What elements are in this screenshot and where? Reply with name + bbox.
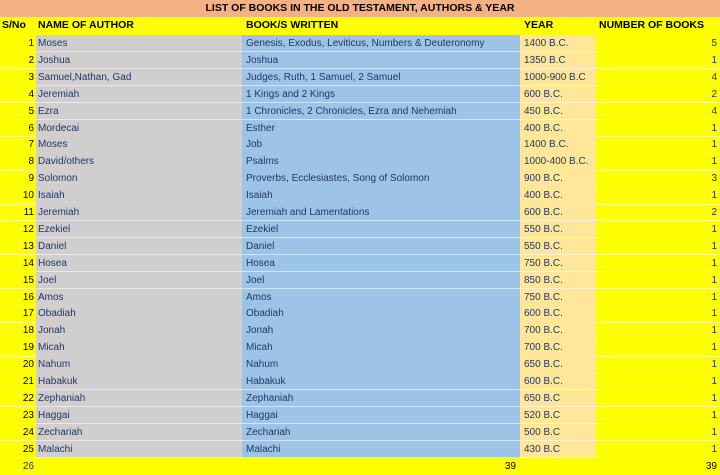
cell-sno: 21 [22, 376, 34, 387]
sheet-title: LIST OF BOOKS IN THE OLD TESTAMENT, AUTHORS & YEAR [0, 0, 720, 17]
table-row [0, 407, 720, 424]
table-row [0, 441, 720, 458]
cell-author: Zephaniah [36, 390, 242, 407]
cell-sno: 3 [28, 71, 34, 83]
cell-author: Obadiah [36, 305, 242, 322]
table-row [0, 272, 720, 289]
cell-author: Joshua [36, 52, 242, 69]
cell-books: Joshua [242, 52, 520, 69]
cell-number: 1 [711, 274, 717, 286]
footer-books-total: 39 [504, 461, 516, 472]
cell-year: 600 B.C. [520, 305, 596, 322]
cell-books: Genesis, Exodus, Leviticus, Numbers & Deuteronomy [242, 35, 520, 52]
table-row [0, 255, 720, 272]
cell-books: Habakuk [242, 373, 520, 390]
cell-sno: 5 [28, 105, 34, 117]
cell-number: 1 [711, 257, 717, 269]
cell-books: Nahum [242, 356, 520, 373]
table-row [0, 187, 720, 204]
cell-author: Jeremiah [36, 204, 242, 221]
cell-number: 1 [711, 122, 717, 134]
cell-sno: 20 [22, 359, 34, 371]
table-row [0, 221, 720, 238]
table-row [0, 120, 720, 137]
cell-number: 2 [711, 88, 717, 100]
cell-sno: 1 [28, 38, 34, 49]
cell-year: 520 B.C [520, 407, 596, 424]
cell-books: Isaiah [242, 187, 520, 204]
cell-number: 1 [711, 240, 717, 252]
cell-number: 1 [711, 359, 717, 371]
table-row [0, 35, 720, 52]
cell-author: Isaiah [36, 187, 242, 204]
cell-books: Ezekiel [242, 221, 520, 238]
cell-sno: 25 [22, 443, 34, 455]
cell-sno: 13 [22, 240, 34, 252]
cell-books: Malachi [242, 441, 520, 458]
cell-sno: 16 [22, 291, 34, 303]
header-author: NAME OF AUTHOR [38, 19, 134, 31]
cell-year: 500 B.C [520, 424, 596, 441]
cell-sno: 6 [28, 122, 34, 134]
cell-author: Solomon [36, 170, 242, 187]
cell-year: 1400 B.C. [520, 35, 596, 52]
cell-number: 1 [711, 426, 717, 438]
cell-number: 1 [711, 409, 717, 421]
cell-author: Mordecai [36, 120, 242, 137]
table-footer [0, 458, 720, 475]
cell-number: 1 [711, 156, 717, 168]
cell-author: Habakuk [36, 373, 242, 390]
cell-year: 1000-400 B.C. [520, 153, 596, 170]
cell-number: 1 [711, 54, 717, 66]
cell-books: Proverbs, Ecclesiastes, Song of Solomon [242, 170, 520, 187]
cell-year: 650 B.C [520, 390, 596, 407]
cell-books: Zechariah [242, 424, 520, 441]
table-row [0, 373, 720, 390]
cell-year: 750 B.C. [520, 255, 596, 272]
cell-books: Haggai [242, 407, 520, 424]
cell-year: 450 B.C. [520, 103, 596, 120]
table-row [0, 204, 720, 221]
cell-author: Ezra [36, 103, 242, 120]
cell-sno: 14 [22, 257, 34, 269]
cell-number: 2 [711, 207, 717, 218]
cell-books: 1 Kings and 2 Kings [242, 86, 520, 103]
cell-sno: 17 [22, 308, 34, 320]
cell-author: Joel [36, 272, 242, 289]
cell-sno: 9 [28, 173, 34, 185]
cell-author: Micah [36, 339, 242, 356]
cell-books: Obadiah [242, 305, 520, 322]
cell-year: 700 B.C. [520, 339, 596, 356]
header-sno: S/No [2, 19, 26, 31]
cell-author: Daniel [36, 238, 242, 255]
cell-author: Samuel,Nathan, Gad [36, 69, 242, 86]
cell-author: David/others [36, 153, 242, 170]
cell-year: 400 B.C. [520, 120, 596, 137]
cell-number: 1 [711, 190, 717, 202]
cell-number: 1 [711, 443, 717, 455]
cell-books: Job [242, 136, 520, 153]
cell-books: 1 Chronicles, 2 Chronicles, Ezra and Nehemiah [242, 103, 520, 120]
table-row [0, 52, 720, 69]
cell-number: 1 [711, 308, 717, 320]
cell-number: 3 [711, 173, 717, 185]
cell-author: Malachi [36, 441, 242, 458]
cell-year: 700 B.C. [520, 322, 596, 339]
cell-books: Esther [242, 120, 520, 137]
cell-number: 1 [711, 223, 717, 235]
cell-number: 5 [711, 38, 717, 49]
cell-books: Zephaniah [242, 390, 520, 407]
table-row [0, 289, 720, 306]
cell-year: 900 B.C. [520, 170, 596, 187]
cell-sno: 19 [22, 342, 34, 354]
cell-year: 650 B.C. [520, 356, 596, 373]
cell-sno: 7 [28, 139, 34, 151]
cell-books: Amos [242, 289, 520, 306]
cell-books: Joel [242, 272, 520, 289]
cell-sno: 12 [22, 223, 34, 235]
cell-books: Hosea [242, 255, 520, 272]
cell-author: Haggai [36, 407, 242, 424]
cell-sno: 2 [28, 54, 34, 66]
cell-year: 600 B.C. [520, 204, 596, 221]
footer-sno: 26 [22, 461, 34, 472]
table-row [0, 69, 720, 86]
cell-author: Jeremiah [36, 86, 242, 103]
cell-sno: 8 [28, 156, 34, 168]
table-row [0, 103, 720, 120]
cell-author: Zechariah [36, 424, 242, 441]
table-row [0, 356, 720, 373]
cell-author: Moses [36, 136, 242, 153]
table-row [0, 339, 720, 356]
table-row [0, 86, 720, 103]
cell-year: 750 B.C. [520, 289, 596, 306]
cell-books: Jeremiah and Lamentations [242, 204, 520, 221]
cell-number: 1 [711, 376, 717, 387]
table-row [0, 390, 720, 407]
cell-year: 550 B.C. [520, 221, 596, 238]
cell-sno: 23 [22, 409, 34, 421]
header-books: BOOK/S WRITTEN [246, 19, 339, 31]
cell-year: 600 B.C. [520, 373, 596, 390]
cell-number: 1 [711, 291, 717, 303]
header-year: YEAR [524, 19, 554, 31]
cell-author: Jonah [36, 322, 242, 339]
table-row [0, 136, 720, 153]
cell-books: Daniel [242, 238, 520, 255]
table-row [0, 305, 720, 322]
cell-author: Amos [36, 289, 242, 306]
cell-author: Moses [36, 35, 242, 52]
cell-books: Psalms [242, 153, 520, 170]
cell-year: 400 B.C. [520, 187, 596, 204]
cell-year: 1350 B.C [520, 52, 596, 69]
cell-year: 430 B.C [520, 441, 596, 458]
cell-year: 600 B.C. [520, 86, 596, 103]
cell-books: Jonah [242, 322, 520, 339]
cell-number: 1 [711, 139, 717, 151]
cell-sno: 10 [22, 190, 34, 202]
cell-author: Ezekiel [36, 221, 242, 238]
cell-year: 550 B.C. [520, 238, 596, 255]
cell-number: 1 [711, 342, 717, 354]
cell-number: 1 [711, 325, 717, 337]
footer-number-total: 39 [705, 461, 717, 472]
cell-sno: 22 [22, 392, 34, 404]
cell-number: 4 [711, 105, 717, 117]
cell-sno: 24 [22, 426, 34, 438]
table-row [0, 153, 720, 170]
cell-year: 1400 B.C. [520, 136, 596, 153]
header-number: NUMBER OF BOOKS [599, 19, 704, 31]
cell-number: 4 [711, 71, 717, 83]
table-row [0, 238, 720, 255]
table-row [0, 424, 720, 441]
table-row [0, 322, 720, 339]
cell-sno: 15 [22, 274, 34, 286]
cell-author: Nahum [36, 356, 242, 373]
cell-sno: 18 [22, 325, 34, 337]
cell-books: Micah [242, 339, 520, 356]
cell-number: 1 [711, 392, 717, 404]
cell-author: Hosea [36, 255, 242, 272]
cell-year: 850 B.C. [520, 272, 596, 289]
table-row [0, 170, 720, 187]
cell-sno: 4 [28, 88, 34, 100]
cell-books: Judges, Ruth, 1 Samuel, 2 Samuel [242, 69, 520, 86]
cell-year: 1000-900 B.C [520, 69, 596, 86]
cell-sno: 11 [23, 207, 34, 218]
